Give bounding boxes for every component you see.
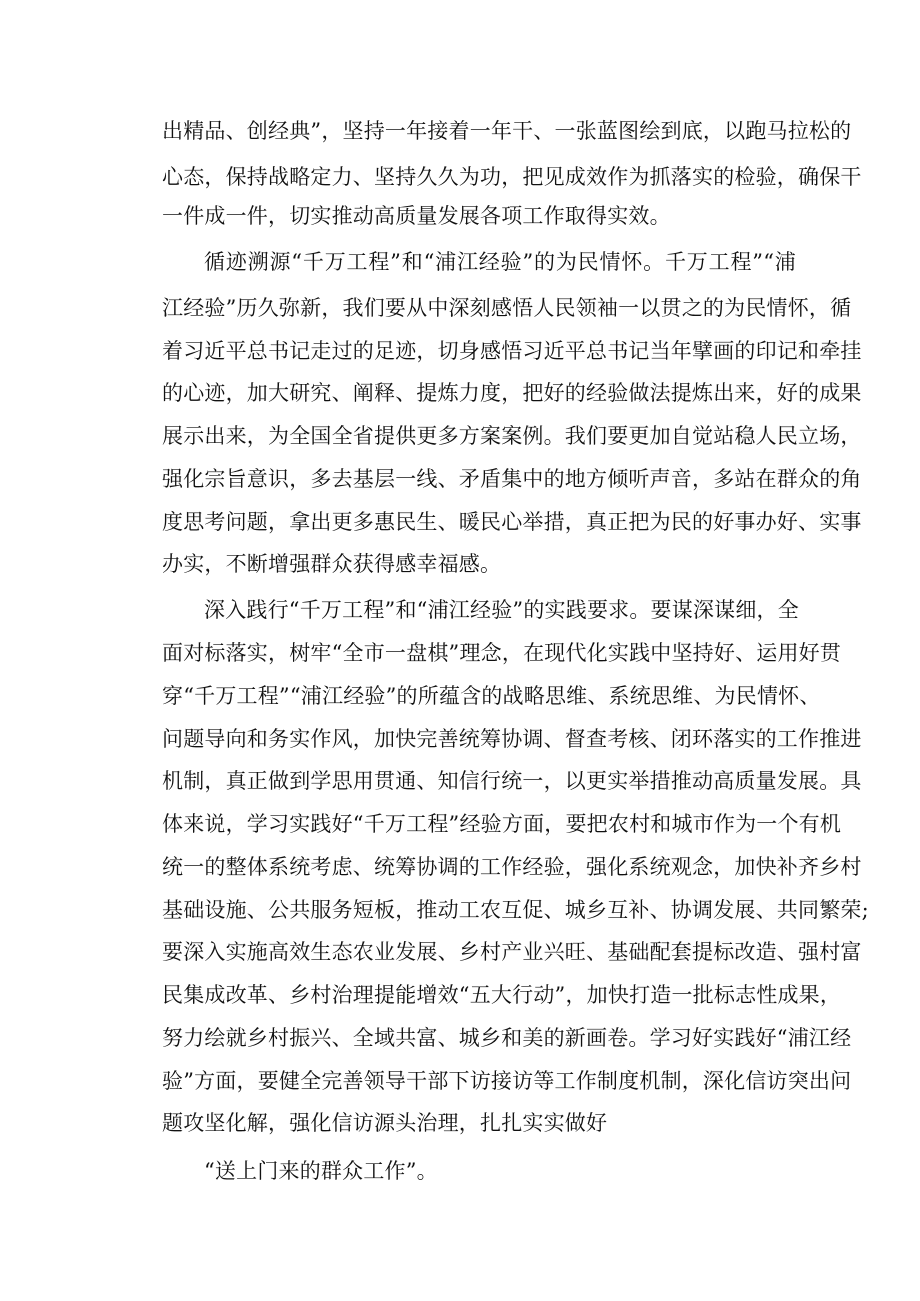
paragraph-line: 机制，真正做到学思用贯通、知信行统一，以更实举措推动高质量发展。具 xyxy=(162,769,862,793)
paragraph-line: “送上门来的群众工作”。 xyxy=(204,1159,438,1183)
paragraph-line: 江经验”历久弥新，我们要从中深刻感悟人民领袖一以贯之的为民情怀，循 xyxy=(162,296,852,320)
paragraph-line: 努力绘就乡村振兴、全域共富、城乡和美的新画卷。学习好实践好“浦江经 xyxy=(162,1026,852,1050)
paragraph-line: 题攻坚化解，强化信访源头治理，扎扎实实做好 xyxy=(162,1111,608,1135)
paragraph-line: 验”方面，要健全完善领导干部下访接访等工作制度机制，深化信访突出问 xyxy=(162,1069,852,1093)
paragraph-line: 深入践行“千万工程”和“浦江经验”的实践要求。要谋深谋细，全 xyxy=(204,598,799,622)
paragraph-line: 面对标落实，树牢“全市一盘棋”理念，在现代化实践中坚持好、运用好贯 xyxy=(162,641,842,665)
paragraph-line: 要深入实施高效生态农业发展、乡村产业兴旺、基础配套提标改造、强村富 xyxy=(162,940,862,964)
paragraph-line: 民集成改革、乡村治理提能增效“五大行动”，加快打造一批标志性成果， xyxy=(162,983,842,1007)
paragraph-line: 强化宗旨意识，多去基层一线、矛盾集中的地方倾听声音，多站在群众的角 xyxy=(162,467,862,491)
paragraph-line: 循迹溯源“千万工程”和“浦江经验”的为民情怀。千万工程”“浦 xyxy=(204,250,796,274)
paragraph-line: 度思考问题，拿出更多惠民生、暖民心举措，真正把为民的好事办好、实事 xyxy=(162,510,862,534)
paragraph-line: 一件成一件，切实推动高质量发展各项工作取得实效。 xyxy=(162,204,671,228)
paragraph-line: 出精品、创经典”，坚持一年接着一年干、一张蓝图绘到底，以跑马拉松的 xyxy=(162,119,852,143)
paragraph-line: 基础设施、公共服务短板，推动工农互促、城乡互补、协调发展、共同繁荣; xyxy=(162,898,869,922)
paragraph-line: 体来说，学习实践好“千万工程”经验方面，要把农村和城市作为一个有机 xyxy=(162,812,842,836)
paragraph-line: 心态，保持战略定力、坚持久久为功，把见成效作为抓落实的检验，确保干 xyxy=(162,165,862,189)
paragraph-line: 展示出来，为全国全省提供更多方案案例。我们要更加自觉站稳人民立场， xyxy=(162,424,862,448)
paragraph-line: 统一的整体系统考虑、统筹协调的工作经验，强化系统观念，加快补齐乡村 xyxy=(162,855,862,879)
paragraph-line: 问题导向和务实作风，加快完善统筹协调、督查考核、闭环落实的工作推进 xyxy=(162,727,862,751)
paragraph-line: 着习近平总书记走过的足迹，切身感悟习近平总书记当年擘画的印记和牵挂 xyxy=(162,339,862,363)
paragraph-line: 的心迹，加大研究、阐释、提炼力度，把好的经验做法提炼出来，好的成果 xyxy=(162,381,862,405)
paragraph-line: 办实，不断增强群众获得感幸福感。 xyxy=(162,552,502,576)
paragraph-line: 穿“千万工程”“浦江经验”的所蕴含的战略思维、系统思维、为民情怀、 xyxy=(162,684,821,708)
